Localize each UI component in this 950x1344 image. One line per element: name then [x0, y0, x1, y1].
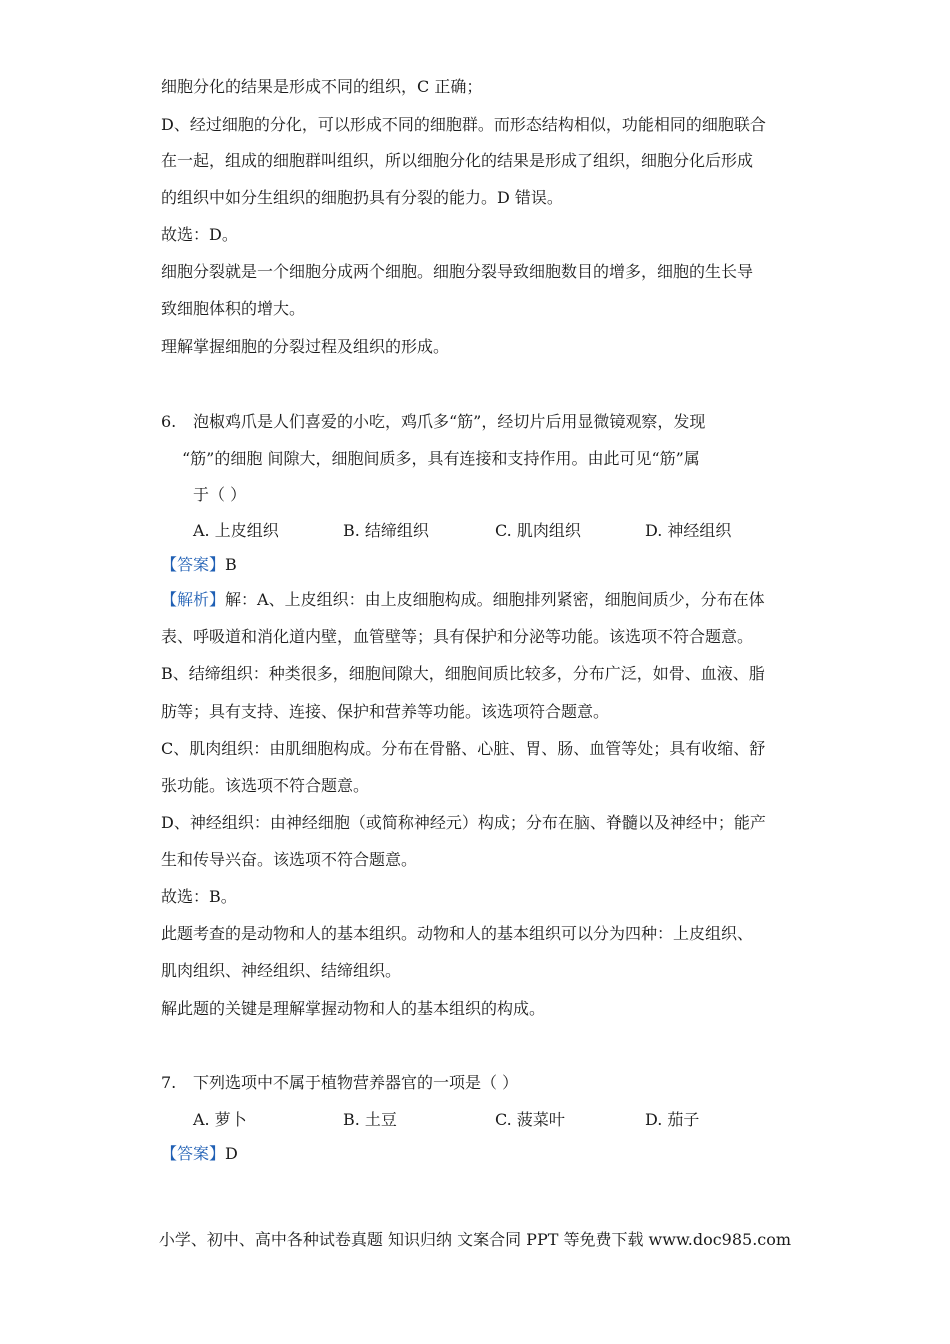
analysis-line: 肪等；具有支持、连接、保护和营养等功能。该选项符合题意。	[161, 702, 610, 721]
analysis-line: 此题考查的是动物和人的基本组织。动物和人的基本组织可以分为四种：上皮组织、	[161, 924, 754, 943]
analysis-line: 张功能。该选项不符合题意。	[161, 776, 370, 795]
answer-selection: 故选：B。	[161, 887, 237, 906]
option-c: C. 肌肉组织	[495, 521, 581, 540]
option-b: B. 土豆	[343, 1110, 397, 1129]
answer-value: B	[225, 555, 237, 574]
answer-selection: 故选：D。	[161, 225, 238, 244]
analysis-row	[161, 590, 765, 610]
analysis-line: 表、呼吸道和消化道内壁，血管壁等；具有保护和分泌等功能。该选项不符合题意。	[161, 627, 754, 646]
text-line: 在一起，组成的细胞群叫组织，所以细胞分化的结果是形成了组织，细胞分化后形成	[161, 151, 754, 170]
analysis-line: 解此题的关键是理解掌握动物和人的基本组织的构成。	[161, 999, 546, 1018]
page-footer: 小学、初中、高中各种试卷真题 知识归纳 文案合同 PPT 等免费下载 www.doc985.com	[158, 1230, 792, 1249]
option-a: A. 上皮组织	[193, 521, 279, 540]
question-stem: 泡椒鸡爪是人们喜爱的小吃，鸡爪多“筋”，经切片后用显微镜观察，发现	[193, 412, 706, 431]
text-line: D、经过细胞的分化，可以形成不同的细胞群。而形态结构相似，功能相同的细胞联合	[161, 115, 766, 134]
option-a: A. 萝卜	[193, 1110, 247, 1129]
analysis-line: C、肌肉组织：由肌细胞构成。分布在骨骼、心脏、胃、肠、血管等处；具有收缩、舒	[161, 739, 766, 758]
option-c: C. 菠菜叶	[495, 1110, 565, 1129]
question-number: 6.	[161, 412, 177, 431]
option-d: D. 茄子	[645, 1110, 700, 1129]
text-line: 理解掌握细胞的分裂过程及组织的形成。	[161, 337, 450, 356]
answer-row	[161, 555, 237, 575]
text-line: 的组织中如分生组织的细胞扔具有分裂的能力。D 错误。	[161, 188, 563, 207]
question-stem: 下列选项中不属于植物营养器官的一项是（ ）	[193, 1073, 519, 1092]
question-stem: “筋”的细胞 间隙大，细胞间质多，具有连接和支持作用。由此可见“筋”属	[182, 449, 700, 468]
analysis-text: 解：A、上皮组织：由上皮细胞构成。细胞排列紧密，细胞间质少，分布在体	[225, 590, 765, 609]
analysis-line: D、神经组织：由神经细胞（或简称神经元）构成；分布在脑、脊髓以及神经中；能产	[161, 813, 766, 832]
answer-tag: 【答案】	[161, 1144, 226, 1163]
option-b: B. 结缔组织	[343, 521, 429, 540]
analysis-tag: 【解析】	[161, 590, 226, 609]
text-line: 细胞分化的结果是形成不同的组织，C 正确；	[161, 77, 483, 96]
analysis-line: 生和传导兴奋。该选项不符合题意。	[161, 850, 418, 869]
analysis-line: 肌肉组织、神经组织、结缔组织。	[161, 961, 402, 980]
text-line: 细胞分裂就是一个细胞分成两个细胞。细胞分裂导致细胞数目的增多，细胞的生长导	[161, 262, 754, 281]
question-number: 7.	[161, 1073, 177, 1092]
analysis-line: B、结缔组织：种类很多，细胞间隙大，细胞间质比较多，分布广泛，如骨、血液、脂	[161, 664, 765, 683]
answer-tag: 【答案】	[161, 555, 226, 574]
question-stem: 于（ ）	[193, 485, 247, 504]
answer-row	[161, 1144, 238, 1164]
option-d: D. 神经组织	[645, 521, 732, 540]
answer-value: D	[225, 1144, 238, 1163]
text-line: 致细胞体积的增大。	[161, 299, 306, 318]
